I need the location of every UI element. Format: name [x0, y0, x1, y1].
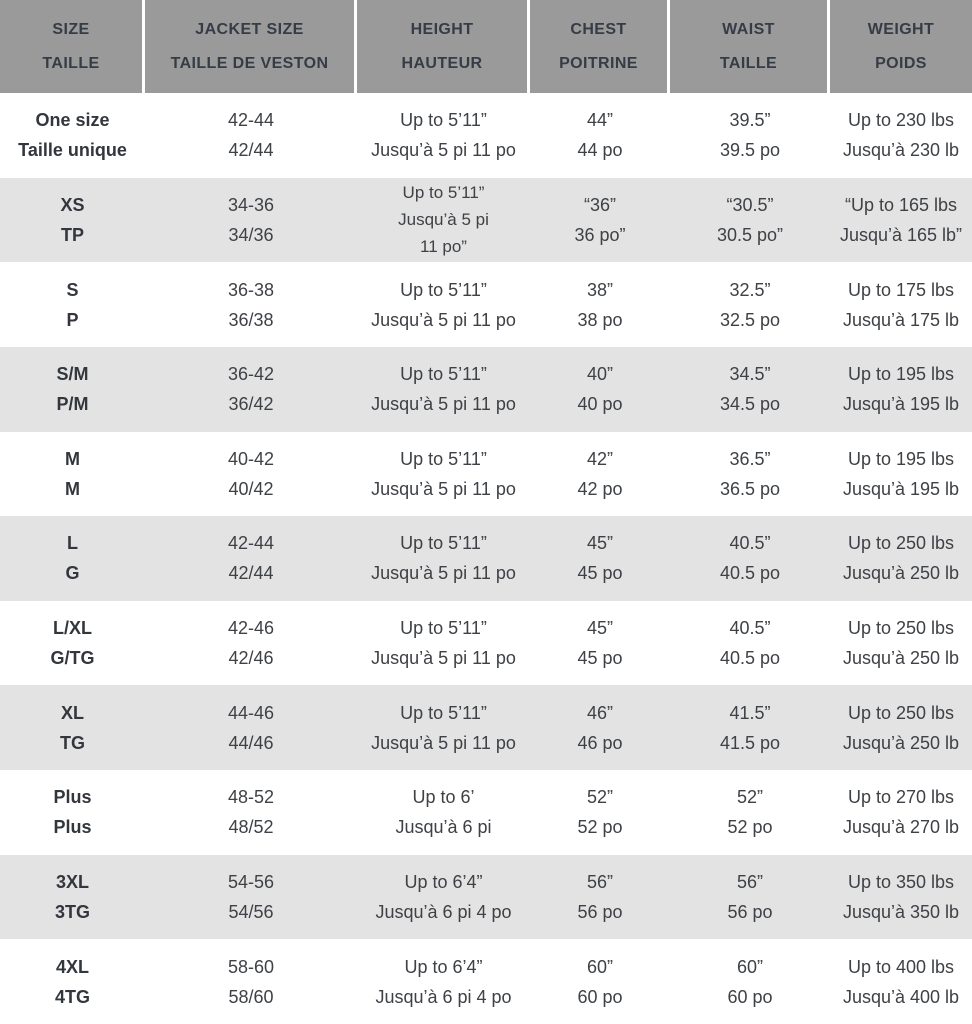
- cell-line: 42/44: [228, 140, 274, 161]
- header-cell-jacket-size: [145, 0, 357, 93]
- cell-line: 46”: [586, 702, 613, 723]
- table-row: [0, 432, 972, 517]
- cell-line: 42 po: [577, 478, 623, 499]
- cell-line: Up to 350 lbs: [847, 871, 955, 892]
- cell-jacket-size: [145, 262, 357, 347]
- cell-line: Jusqu’à 250 lb: [842, 732, 960, 753]
- cell-line: One size: [35, 110, 110, 131]
- header-cell-size: [0, 0, 145, 93]
- header-line-fr: HAUTEUR: [401, 54, 483, 72]
- cell-line: 56”: [586, 871, 613, 892]
- cell-line: TP: [60, 224, 84, 245]
- cell-line: 45 po: [577, 648, 623, 669]
- cell-height: [357, 93, 530, 178]
- cell-line: Up to 195 lbs: [847, 448, 955, 469]
- cell-line: 34/36: [228, 224, 274, 245]
- cell-line: 52”: [586, 787, 613, 808]
- cell-line: 40.5”: [729, 618, 771, 639]
- cell-waist: [670, 262, 830, 347]
- cell-height: [357, 855, 530, 940]
- cell-line: 56 po: [727, 901, 773, 922]
- cell-line: M: [65, 478, 80, 499]
- table-body: [0, 93, 972, 1024]
- cell-waist: [670, 685, 830, 770]
- cell-waist: [670, 939, 830, 1024]
- cell-height: [357, 770, 530, 855]
- cell-line: 41.5 po: [719, 732, 781, 753]
- cell-line: 60 po: [577, 986, 623, 1007]
- cell-line: Up to 5’11”: [400, 618, 487, 639]
- header-line-fr: TAILLE: [719, 54, 778, 72]
- cell-line: Up to 400 lbs: [847, 956, 955, 977]
- cell-chest: [530, 93, 670, 178]
- cell-waist: [670, 347, 830, 432]
- cell-waist: [670, 516, 830, 601]
- cell-line: Up to 175 lbs: [847, 279, 955, 300]
- cell-chest: [530, 347, 670, 432]
- cell-size: [0, 347, 145, 432]
- cell-size: [0, 939, 145, 1024]
- cell-line: G: [65, 563, 80, 584]
- cell-chest: [530, 685, 670, 770]
- cell-height: [357, 685, 530, 770]
- cell-line: Up to 5’11”: [400, 110, 487, 131]
- cell-line: “30.5”: [726, 194, 774, 215]
- cell-chest: [530, 178, 670, 263]
- cell-line: Jusqu’à 270 lb: [842, 817, 960, 838]
- cell-line: 56”: [736, 871, 763, 892]
- cell-line: 3XL: [55, 871, 89, 892]
- cell-jacket-size: [145, 516, 357, 601]
- cell-line: 60”: [586, 956, 613, 977]
- cell-size: [0, 770, 145, 855]
- cell-line: Up to 230 lbs: [847, 110, 955, 131]
- cell-line: 38 po: [577, 309, 623, 330]
- cell-line: 42/46: [228, 648, 274, 669]
- cell-line: 40/42: [228, 478, 274, 499]
- cell-line: Up to 250 lbs: [847, 618, 955, 639]
- cell-line: Jusqu’à 6 pi 4 po: [375, 986, 512, 1007]
- cell-line: 44 po: [577, 140, 623, 161]
- cell-line: 52”: [736, 787, 763, 808]
- cell-line: 32.5 po: [719, 309, 781, 330]
- cell-jacket-size: [145, 855, 357, 940]
- cell-line: Jusqu’à 195 lb: [842, 478, 960, 499]
- cell-line: Up to 5’11”: [402, 183, 485, 203]
- table-row: [0, 770, 972, 855]
- cell-line: 38”: [586, 279, 613, 300]
- cell-line: 30.5 po”: [716, 224, 784, 245]
- header-line-en: WAIST: [722, 20, 775, 38]
- cell-line: 52 po: [727, 817, 773, 838]
- cell-line: XL: [60, 702, 84, 723]
- cell-height: [357, 432, 530, 517]
- cell-jacket-size: [145, 432, 357, 517]
- cell-line: 4TG: [54, 986, 90, 1007]
- table-row: [0, 93, 972, 178]
- cell-line: 42-44: [227, 110, 275, 131]
- cell-line: Up to 6’4”: [404, 871, 483, 892]
- cell-jacket-size: [145, 601, 357, 686]
- cell-line: Up to 250 lbs: [847, 533, 955, 554]
- cell-waist: [670, 601, 830, 686]
- table-row: [0, 939, 972, 1024]
- cell-line: Jusqu’à 5 pi 11 po: [371, 140, 516, 161]
- cell-line: 40.5 po: [719, 563, 781, 584]
- cell-line: 36-42: [227, 364, 275, 385]
- cell-line: Up to 5’11”: [400, 702, 487, 723]
- cell-weight: [830, 601, 972, 686]
- cell-height: [357, 516, 530, 601]
- cell-line: 39.5”: [729, 110, 771, 131]
- cell-line: Jusqu’à 175 lb: [842, 309, 960, 330]
- cell-line: Jusqu’à 250 lb: [842, 563, 960, 584]
- cell-jacket-size: [145, 347, 357, 432]
- cell-weight: [830, 432, 972, 517]
- cell-line: 34.5 po: [719, 394, 781, 415]
- cell-line: S/M: [56, 364, 89, 385]
- cell-jacket-size: [145, 939, 357, 1024]
- cell-line: Jusqu’à 195 lb: [842, 394, 960, 415]
- cell-line: Jusqu’à 400 lb: [842, 986, 960, 1007]
- cell-size: [0, 516, 145, 601]
- cell-line: Jusqu’à 5 pi 11 po: [371, 732, 516, 753]
- cell-line: Up to 195 lbs: [847, 364, 955, 385]
- cell-weight: [830, 855, 972, 940]
- cell-line: 3TG: [54, 901, 90, 922]
- cell-line: 46 po: [577, 732, 623, 753]
- cell-jacket-size: [145, 770, 357, 855]
- cell-line: Up to 5’11”: [400, 279, 487, 300]
- cell-chest: [530, 432, 670, 517]
- header-line-en: HEIGHT: [410, 20, 474, 38]
- cell-size: [0, 855, 145, 940]
- cell-line: 40.5 po: [719, 648, 781, 669]
- cell-line: XS: [60, 194, 85, 215]
- cell-line: Jusqu’à 5 pi: [398, 210, 489, 230]
- cell-size: [0, 601, 145, 686]
- cell-line: Jusqu’à 5 pi 11 po: [371, 309, 516, 330]
- cell-line: Jusqu’à 5 pi 11 po: [371, 648, 516, 669]
- cell-line: 40-42: [227, 448, 275, 469]
- cell-height: [357, 939, 530, 1024]
- cell-line: Up to 5’11”: [400, 448, 487, 469]
- cell-line: 52 po: [577, 817, 623, 838]
- cell-weight: [830, 262, 972, 347]
- cell-waist: [670, 178, 830, 263]
- table-row: [0, 516, 972, 601]
- cell-line: Plus: [53, 787, 92, 808]
- cell-line: Taille unique: [18, 140, 127, 161]
- cell-line: S: [66, 279, 79, 300]
- cell-chest: [530, 939, 670, 1024]
- cell-line: 36 po”: [574, 224, 626, 245]
- cell-waist: [670, 770, 830, 855]
- table-row: [0, 855, 972, 940]
- cell-line: 58-60: [227, 956, 275, 977]
- cell-line: 36-38: [227, 279, 275, 300]
- cell-line: 32.5”: [729, 279, 771, 300]
- cell-line: Up to 6’4”: [404, 956, 483, 977]
- cell-line: TG: [60, 732, 85, 753]
- cell-line: 41.5”: [729, 702, 771, 723]
- cell-line: Jusqu’à 350 lb: [842, 901, 960, 922]
- cell-chest: [530, 262, 670, 347]
- cell-line: “Up to 165 lbs: [844, 194, 958, 215]
- cell-line: G/TG: [50, 648, 95, 669]
- cell-line: 48-52: [227, 787, 275, 808]
- cell-line: P: [66, 309, 79, 330]
- header-cell-chest: [530, 0, 670, 93]
- cell-weight: [830, 178, 972, 263]
- cell-jacket-size: [145, 178, 357, 263]
- cell-size: [0, 685, 145, 770]
- cell-weight: [830, 347, 972, 432]
- cell-line: Jusqu’à 6 pi: [395, 817, 492, 838]
- table-row: [0, 601, 972, 686]
- cell-line: 4XL: [55, 956, 89, 977]
- cell-line: 36/42: [228, 394, 274, 415]
- cell-size: [0, 178, 145, 263]
- cell-size: [0, 262, 145, 347]
- header-line-en: WEIGHT: [867, 20, 935, 38]
- cell-height: [357, 262, 530, 347]
- cell-line: 44”: [586, 110, 613, 131]
- cell-height: [357, 601, 530, 686]
- cell-line: 44/46: [228, 732, 274, 753]
- cell-line: P/M: [56, 394, 89, 415]
- cell-line: Jusqu’à 5 pi 11 po: [371, 394, 516, 415]
- cell-line: 34-36: [227, 194, 275, 215]
- cell-line: “36”: [583, 194, 616, 215]
- cell-line: Jusqu’à 230 lb: [842, 140, 960, 161]
- cell-line: M: [65, 448, 80, 469]
- cell-line: Up to 5’11”: [400, 533, 487, 554]
- cell-chest: [530, 601, 670, 686]
- cell-line: 36.5 po: [719, 478, 781, 499]
- header-line-en: SIZE: [52, 20, 90, 38]
- cell-waist: [670, 855, 830, 940]
- cell-weight: [830, 939, 972, 1024]
- cell-weight: [830, 516, 972, 601]
- cell-line: Up to 5’11”: [400, 364, 487, 385]
- header-line-en: CHEST: [570, 20, 627, 38]
- cell-chest: [530, 516, 670, 601]
- header-cell-height: [357, 0, 530, 93]
- cell-line: L: [67, 533, 78, 554]
- table-row: [0, 347, 972, 432]
- header-line-fr: TAILLE: [42, 54, 100, 72]
- cell-height: [357, 347, 530, 432]
- cell-line: Up to 6’: [412, 787, 475, 808]
- cell-weight: [830, 685, 972, 770]
- cell-line: 34.5”: [729, 364, 771, 385]
- header-line-fr: POITRINE: [559, 54, 638, 72]
- cell-line: 40”: [586, 364, 613, 385]
- cell-line: 60 po: [727, 986, 773, 1007]
- cell-line: 54/56: [228, 901, 274, 922]
- table-row: [0, 178, 972, 263]
- cell-line: Plus: [53, 817, 92, 838]
- cell-line: Up to 270 lbs: [847, 787, 955, 808]
- header-line-fr: POIDS: [875, 54, 927, 72]
- header-line-en: JACKET SIZE: [195, 20, 304, 38]
- cell-waist: [670, 93, 830, 178]
- cell-line: Jusqu’à 250 lb: [842, 648, 960, 669]
- cell-line: 42-46: [227, 618, 275, 639]
- cell-line: 45”: [586, 533, 613, 554]
- cell-line: Jusqu’à 5 pi 11 po: [371, 563, 516, 584]
- cell-line: 36/38: [228, 309, 274, 330]
- cell-line: L/XL: [53, 618, 92, 639]
- table-row: [0, 685, 972, 770]
- cell-line: 58/60: [228, 986, 274, 1007]
- cell-weight: [830, 93, 972, 178]
- cell-line: 11 po”: [420, 237, 467, 257]
- cell-line: 42”: [586, 448, 613, 469]
- cell-line: 48/52: [228, 817, 274, 838]
- cell-line: Up to 250 lbs: [847, 702, 955, 723]
- header-cell-weight: [830, 0, 972, 93]
- cell-size: [0, 93, 145, 178]
- cell-weight: [830, 770, 972, 855]
- cell-chest: [530, 770, 670, 855]
- cell-line: 42/44: [228, 563, 274, 584]
- cell-line: 44-46: [227, 702, 275, 723]
- cell-jacket-size: [145, 93, 357, 178]
- table-row: [0, 262, 972, 347]
- cell-line: 40 po: [577, 394, 623, 415]
- cell-line: 45”: [586, 618, 613, 639]
- cell-line: 56 po: [577, 901, 623, 922]
- cell-line: 54-56: [227, 871, 275, 892]
- cell-line: 36.5”: [729, 448, 771, 469]
- cell-chest: [530, 855, 670, 940]
- header-line-fr: TAILLE DE VESTON: [170, 54, 329, 72]
- cell-line: 60”: [736, 956, 763, 977]
- header-cell-waist: [670, 0, 830, 93]
- cell-line: Jusqu’à 5 pi 11 po: [371, 478, 516, 499]
- cell-line: Jusqu’à 165 lb”: [839, 224, 963, 245]
- cell-jacket-size: [145, 685, 357, 770]
- cell-waist: [670, 432, 830, 517]
- cell-line: Jusqu’à 6 pi 4 po: [375, 901, 512, 922]
- cell-size: [0, 432, 145, 517]
- cell-line: 39.5 po: [719, 140, 781, 161]
- cell-line: 40.5”: [729, 533, 771, 554]
- cell-line: 42-44: [227, 533, 275, 554]
- table-header: [0, 0, 972, 93]
- cell-height: [357, 178, 530, 263]
- cell-line: 45 po: [577, 563, 623, 584]
